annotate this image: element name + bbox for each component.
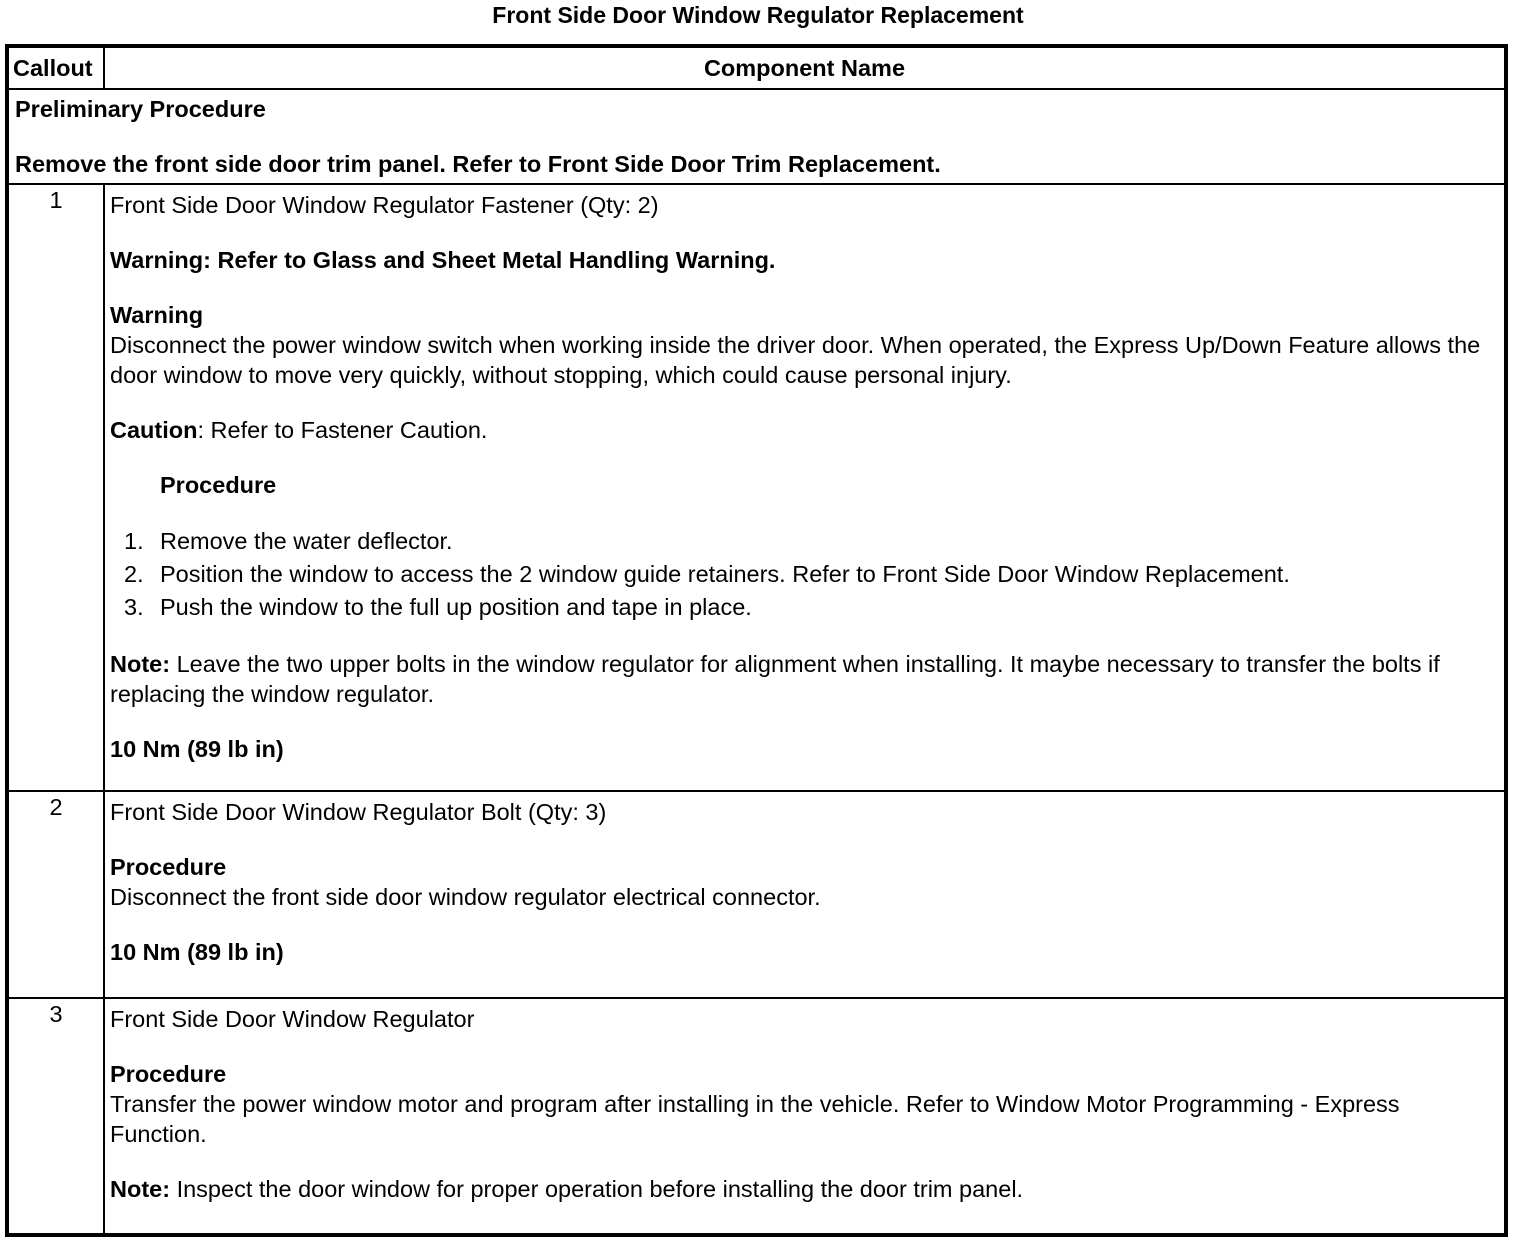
note-label: Note:	[110, 1176, 171, 1202]
procedure-steps	[110, 525, 1484, 624]
list-item: 3. Push the window to the full up position and tape in place.	[124, 594, 752, 620]
callout-number: 1	[7, 184, 104, 791]
component-name: Front Side Door Window Regulator Bolt (Qty: 3)	[110, 799, 607, 825]
header-component-name: Component Name	[104, 46, 1506, 89]
preliminary-row	[7, 89, 1506, 184]
note-text: Note: Inspect the door window for proper operation before installing the door trim panel.	[110, 1176, 1024, 1202]
preliminary-heading: Preliminary Procedure	[15, 96, 266, 122]
table-row	[7, 998, 1506, 1235]
warning-reference: Warning: Refer to Glass and Sheet Metal Handling Warning.	[110, 247, 776, 273]
table-row	[7, 184, 1506, 791]
table-header-row	[7, 46, 1506, 89]
callout-number: 3	[7, 998, 104, 1235]
procedure-heading: Procedure	[110, 854, 227, 880]
component-cell	[104, 791, 1506, 998]
component-name: Front Side Door Window Regulator Fastener (Qty: 2)	[110, 192, 659, 218]
procedure-text: Transfer the power window motor and program after installing in the vehicle. Refer to Window Motor Programming - Express Function.	[110, 1091, 1400, 1147]
preliminary-cell	[7, 89, 1506, 184]
procedure-heading: Procedure	[110, 1061, 227, 1087]
table-row	[7, 791, 1506, 998]
caution-label: Caution	[110, 417, 198, 443]
page-title: Front Side Door Window Regulator Replacement	[492, 2, 1024, 28]
list-item: 1. Remove the water deflector.	[124, 528, 453, 554]
component-cell	[104, 184, 1506, 791]
procedure-table	[5, 44, 1508, 1237]
torque-spec: 10 Nm (89 lb in)	[110, 736, 284, 762]
warning-heading: Warning	[110, 302, 204, 328]
callout-number: 2	[7, 791, 104, 998]
procedure-text: Disconnect the front side door window regulator electrical connector.	[110, 884, 821, 910]
note-text: Note: Leave the two upper bolts in the window regulator for alignment when installing. It maybe necessary to transfer the bolts if replacing the window regulator.	[110, 651, 1440, 707]
caution-text: Caution: Refer to Fastener Caution.	[110, 417, 488, 443]
warning-text: Disconnect the power window switch when working inside the driver door. When operated, the Express Up/Down Feature allows the door window to move very quickly, without stopping, which could cause personal injury.	[110, 332, 1481, 388]
torque-spec: 10 Nm (89 lb in)	[110, 939, 284, 965]
preliminary-text: Remove the front side door trim panel. Refer to Front Side Door Trim Replacement.	[15, 151, 941, 177]
header-callout: Callout	[7, 46, 104, 89]
note-label: Note:	[110, 651, 171, 677]
component-name: Front Side Door Window Regulator	[110, 1006, 475, 1032]
procedure-heading: Procedure	[160, 472, 277, 498]
list-item: 2. Position the window to access the 2 window guide retainers. Refer to Front Side Door Window Replacement.	[124, 561, 1290, 587]
component-cell	[104, 998, 1506, 1235]
